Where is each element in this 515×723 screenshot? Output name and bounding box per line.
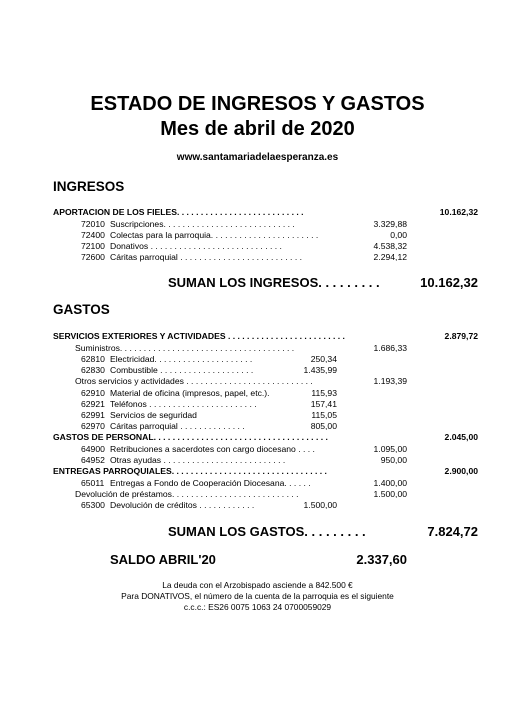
item-code: 62830 [81,365,105,375]
item-code: 72100 [81,241,105,251]
personal-row [0,431,515,443]
page-subtitle: Mes de abril de 2020 [160,118,355,140]
item-amount: 1.435,99 [303,365,337,375]
item-code: 62910 [81,388,105,398]
item-label: Suscripciones. . . . . . . . . . . . . . . . . . . . . . . . . . . . [110,219,295,229]
aportacion-row [0,206,515,218]
item-label: Cáritas parroquial . . . . . . . . . . . . . . [110,421,245,431]
item-amount: 157,41 [310,399,337,409]
item-label: Teléfonos . . . . . . . . . . . . . . . . . . . . . . . [110,399,257,409]
suministros-amount: 1.686,33 [373,343,407,353]
otros-label: Otros servicios y actividades . . . . . . . . . . . . . . . . . . . . . . . . . . . [75,376,313,386]
item-code: 65011 [81,478,105,488]
gastos-total-value: 7.824,72 [427,524,478,539]
gastos-heading: GASTOS [53,302,110,317]
servicios-row [0,330,515,342]
item-amount: 1.095,00 [373,444,407,454]
item-amount: 0,00 [390,230,407,240]
item-label: Servicios de seguridad [110,410,197,420]
item-amount: 805,00 [310,421,337,431]
otros-row [0,375,515,387]
item-code: 72600 [81,252,105,262]
item-label: Electricidad. . . . . . . . . . . . . . . . . . . . . [110,354,253,364]
item-code: 72010 [81,219,105,229]
item-code: 65300 [81,500,105,510]
item-amount: 1.400,00 [373,478,407,488]
footer-debt-note: La deuda con el Arzobispado asciende a 842.500 € [162,580,353,590]
ingresos-total-value: 10.162,32 [420,275,478,290]
item-code: 62970 [81,421,105,431]
entregas-row [0,465,515,477]
item-label: Material de oficina (impresos, papel, etc.). [110,388,270,398]
aportacion-label: APORTACION DE LOS FIELES. . . . . . . . . . . . . . . . . . . . . . . . . . . [53,207,304,217]
list-item [0,499,515,511]
saldo-label: SALDO ABRIL'20 [110,552,216,567]
item-label: Otras ayudas . . . . . . . . . . . . . . . . . . . . . . . . . . [110,455,286,465]
page-title: ESTADO DE INGRESOS Y GASTOS [90,93,425,115]
item-amount: 115,05 [311,410,337,420]
item-code: 62810 [81,354,105,364]
item-amount: 250,34 [310,354,337,364]
item-label: Donativos . . . . . . . . . . . . . . . . . . . . . . . . . . . . [110,241,282,251]
entregas-total: 2.900,00 [444,466,478,476]
item-code: 62921 [81,399,105,409]
suministros-label: Suministros. . . . . . . . . . . . . . . . . . . . . . . . . . . . . . . . . . . . . [75,343,295,353]
item-code: 64952 [81,455,105,465]
ingresos-heading: INGRESOS [53,179,125,194]
aportacion-total: 10.162,32 [439,207,478,217]
personal-total: 2.045,00 [444,432,478,442]
item-amount: 4.538,32 [373,241,407,251]
footer-account-number: c.c.c.: ES26 0075 1063 24 0700059029 [183,602,332,612]
website-link[interactable]: www.santamariadelaesperanza.es [176,152,339,163]
item-label: Cáritas parroquial . . . . . . . . . . . . . . . . . . . . . . . . . . [110,252,302,262]
item-label: Combustible . . . . . . . . . . . . . . . . . . . . [110,365,254,375]
item-amount: 950,00 [380,455,407,465]
item-code: 62991 [81,410,105,420]
item-code: 64900 [81,444,105,454]
servicios-total: 2.879,72 [444,331,478,341]
item-amount: 3.329,88 [373,219,407,229]
otros-amount: 1.193,39 [373,376,407,386]
list-item [0,251,515,263]
item-amount: 115,93 [311,388,337,398]
servicios-label: SERVICIOS EXTERIORES Y ACTIVIDADES . . . . . . . . . . . . . . . . . . . . . . . . . [53,331,345,341]
item-amount: 2.294,12 [373,252,407,262]
item-code: 72400 [81,230,105,240]
item-amount: 1.500,00 [303,500,337,510]
gastos-total-label: SUMAN LOS GASTOS. . . . . . . . . [168,524,366,539]
personal-label: GASTOS DE PERSONAL. . . . . . . . . . . . . . . . . . . . . . . . . . . . . . . . . . . . . [53,432,328,442]
item-label: Colectas para la parroquia. . . . . . . . . . . . . . . . . . . . . . . [110,230,319,240]
saldo-value: 2.337,60 [356,552,407,567]
item-label: Entregas a Fondo de Cooperación Diocesana. . . . . . [110,478,311,488]
footer-donations-note: Para DONATIVOS, el número de la cuenta de la parroquia es el siguiente [121,591,394,601]
item-label: Retribuciones a sacerdotes con cargo diocesano . . . . [110,444,315,454]
entregas-label: ENTREGAS PARROQUIALES. . . . . . . . . . . . . . . . . . . . . . . . . . . . . . . . . [53,466,327,476]
ingresos-total-label: SUMAN LOS INGRESOS. . . . . . . . . [168,275,380,290]
devolucion-label: Devolución de préstamos. . . . . . . . . . . . . . . . . . . . . . . . . . . [75,489,299,499]
devolucion-amount: 1.500,00 [373,489,407,499]
item-label: Devolución de créditos . . . . . . . . . . . . [110,500,255,510]
